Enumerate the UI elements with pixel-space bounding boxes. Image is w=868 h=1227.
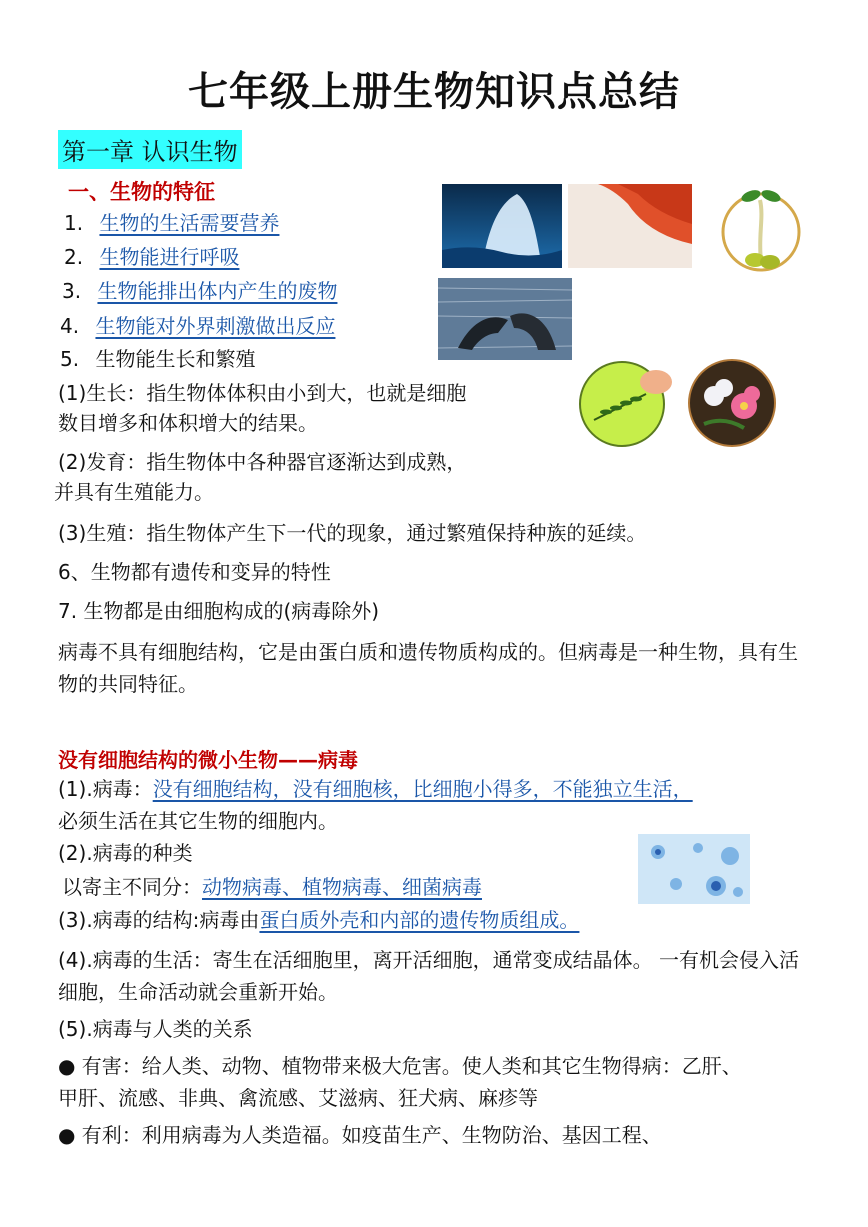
item-6: 6、生物都有遗传和变异的特性 [58, 560, 331, 584]
virus-structure-link[interactable]: 蛋白质外壳和内部的遗传物质组成。 [259, 908, 580, 932]
growth-line-1: (1)生长：指生物体体积由小到大，也就是细胞 [58, 381, 467, 405]
section-heading-virus: 没有细胞结构的微小生物——病毒 [58, 748, 358, 772]
item-text-link[interactable]: 生物的生活需要营养 [99, 211, 280, 235]
virus-types [62, 872, 482, 902]
virus-types-heading: (2).病毒的种类 [58, 841, 193, 865]
reproduce-text: (3)生殖：指生物体产生下一代的现象，通过繁殖保持种族的延续。 [58, 521, 647, 545]
item-number: 4. [60, 314, 80, 338]
growth-line-2: 数目增多和体积增大的结果。 [58, 411, 318, 435]
item-number: 2. [64, 245, 84, 269]
list-item [62, 276, 337, 306]
virus-definition-line2: 必须生活在其它生物的细胞内。 [58, 809, 338, 833]
develop-line-1: (2)发育：指生物体中各种器官逐渐达到成熟， [58, 450, 467, 474]
virus-types-link[interactable]: 动物病毒、植物病毒、细菌病毒 [202, 875, 482, 899]
list-item [60, 344, 255, 374]
virus-life: (4).病毒的生活：寄生在活细胞里，离开活细胞，通常变成结晶体。 一有机会侵入活细胞，生命活动就会重新开始。 [58, 948, 800, 1004]
mimosa-touch-image [576, 358, 674, 448]
virus-harm: ● 有害：给人类、动物、植物带来极大危害。使人类和其它生物得病：乙肝、甲肝、流感、非典、禽流感、艾滋病、狂犬病、麻疹等 [58, 1054, 742, 1110]
page-title: 七年级上册生物知识点总结 [188, 69, 680, 115]
item-text-link[interactable]: 生物能排出体内产生的废物 [97, 279, 338, 303]
virus-benefit: ● 有利：利用病毒为人类造福。如疫苗生产、生物防治、基因工程、 [58, 1123, 662, 1147]
virus-types-label: 以寄主不同分： [62, 875, 202, 899]
whale-spout-image [442, 184, 562, 268]
skin-image [568, 184, 692, 268]
flowers-image [684, 358, 780, 448]
list-item [60, 311, 335, 341]
virus-note: 病毒不具有细胞结构，它是由蛋白质和遗传物质构成的。但病毒是一种生物，具有生物的共同特征。 [58, 640, 798, 696]
virus-definition [58, 774, 693, 804]
item-text-link[interactable]: 生物能进行呼吸 [99, 245, 240, 269]
item-text-link[interactable]: 生物能对外界刺激做出反应 [95, 314, 336, 338]
virus-structure [58, 905, 579, 935]
item-text: 生物能生长和繁殖 [95, 347, 256, 371]
virus-image [638, 834, 750, 904]
list-item [64, 208, 279, 238]
virus-definition-link[interactable]: 没有细胞结构，没有细胞核，比细胞小得多，不能独立生活， [152, 777, 693, 801]
list-item [64, 242, 239, 272]
dolphins-image [438, 278, 572, 360]
develop-line-2: 并具有生殖能力。 [54, 480, 214, 504]
item-7: 7. 生物都是由细胞构成的(病毒除外) [58, 599, 380, 623]
virus-structure-label: (3).病毒的结构:病毒由 [58, 908, 260, 932]
virus-relation-heading: (5).病毒与人类的关系 [58, 1017, 253, 1041]
item-number: 5. [60, 347, 80, 371]
section-heading-characteristics: 一、生物的特征 [68, 180, 215, 204]
item-number: 3. [62, 279, 82, 303]
virus-definition-label: (1).病毒： [58, 777, 153, 801]
seedling-image [720, 182, 802, 278]
item-number: 1. [64, 211, 84, 235]
chapter-heading: 第一章 认识生物 [58, 130, 242, 169]
